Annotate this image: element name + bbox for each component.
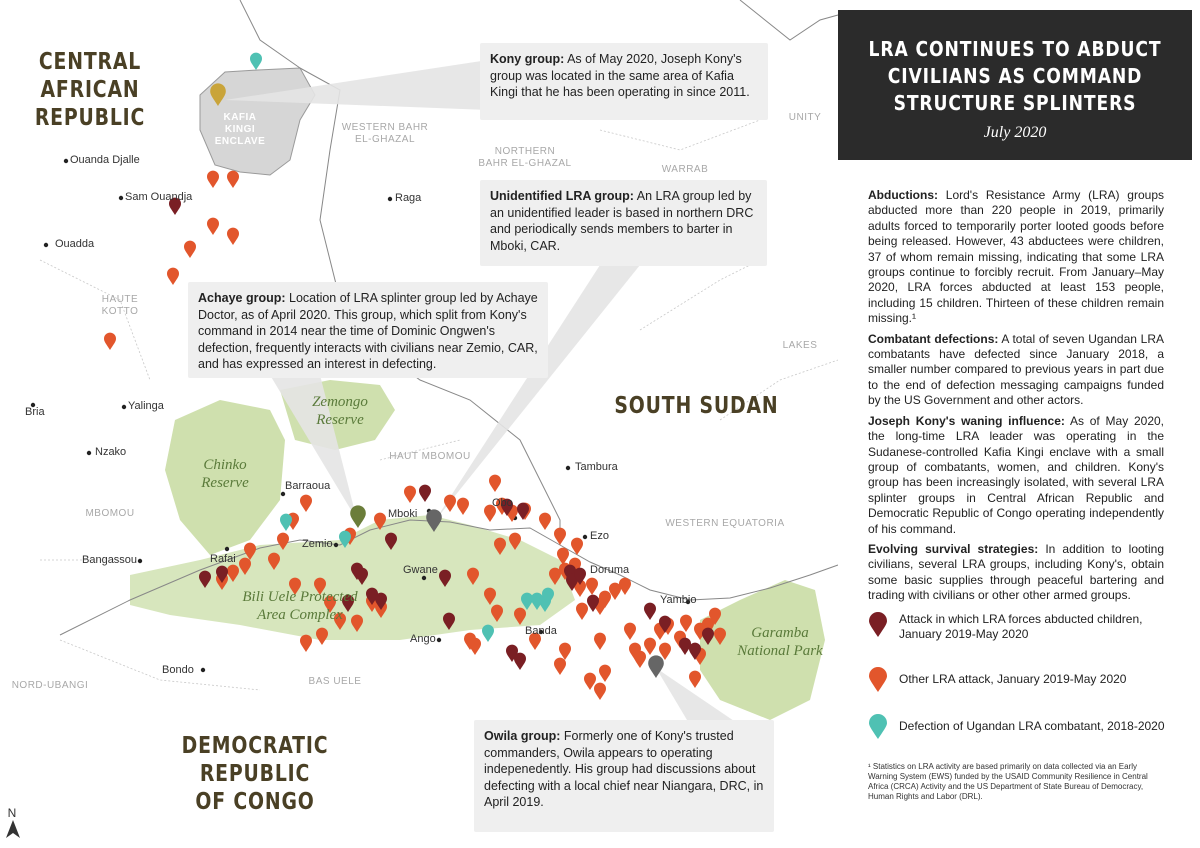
- para-kony-influence-text: As of May 2020, the long-time LRA leader was operating in the Sudanese-controlled Kafia Kingi enclave with a small group of combatants, women, and children. Kony's group has been increasingly isolated, with several LRA splinter groups in Central African Republic and Democratic Republic of Congo operating independently of his command.: [868, 413, 1164, 536]
- attack-marker: [644, 638, 656, 655]
- para-kony-influence-head: Joseph Kony's waning influence:: [868, 413, 1065, 428]
- town-nzako: Nzako: [95, 446, 127, 458]
- attack-marker: [624, 623, 636, 640]
- town-dot: [583, 535, 587, 539]
- country-label-car: CENTRAL AFRICAN REPUBLIC: [34, 49, 146, 131]
- region-warrab: WARRAB: [661, 164, 709, 175]
- town-dot: [334, 543, 338, 547]
- attack-marker: [489, 475, 501, 492]
- country-label-south-sudan: SOUTH SUDAN: [614, 393, 779, 419]
- town-doruma: Doruma: [590, 564, 630, 576]
- region-bas-uele: BAS UELE: [308, 676, 362, 687]
- para-survival-head: Evolving survival strategies:: [868, 541, 1039, 556]
- attack-marker: [554, 658, 566, 675]
- attack-marker: [184, 241, 196, 258]
- region-western-bahr: WESTERN BAHR EL-GHAZAL: [341, 122, 429, 145]
- callout-owila-group: [474, 720, 774, 832]
- town-rafai: Rafai: [210, 553, 236, 565]
- defection-marker-icon: [868, 714, 888, 740]
- north-label: N: [7, 806, 17, 820]
- town-banda: Banda: [525, 625, 557, 637]
- attack-marker: [207, 218, 219, 235]
- town-mboki: Mboki: [388, 508, 418, 520]
- town-sam-ouandja: Sam Ouandja: [125, 191, 193, 203]
- town-bria: Bria: [25, 406, 45, 418]
- town-ouadda: Ouadda: [55, 238, 95, 250]
- town-dot: [437, 638, 441, 642]
- region-kafia-kingi: KAFIA KINGI ENCLAVE: [214, 112, 266, 147]
- town-ango: Ango: [410, 633, 436, 645]
- para-defections-text: A total of seven Ugandan LRA combatants have defected since January 2018, a smaller number compared to previous years in part due to the end of defection messaging campaigns funded by the US Government and other actors.: [868, 331, 1164, 408]
- attack-marker: [539, 513, 551, 530]
- panel-date: July 2020: [983, 124, 1047, 141]
- abduction-marker-icon: [868, 612, 888, 638]
- attack-marker: [619, 578, 631, 595]
- legend-defection: [866, 714, 1176, 742]
- town-ouanda-djalle: Ouanda Djalle: [70, 154, 140, 166]
- attack-marker: [227, 171, 239, 188]
- defection-marker: [280, 514, 292, 531]
- panel-body: [868, 188, 1164, 609]
- town-ezo: Ezo: [590, 530, 609, 542]
- abduction-marker: [679, 638, 691, 655]
- park-bili-uele: Bili Uele Protected Area Complex: [242, 589, 358, 623]
- legend-attack-label: Other LRA attack, January 2019-May 2020: [899, 672, 1127, 686]
- callout-achaye-text: Location of LRA splinter group led by Achaye Doctor, as of April 2020. This group, which split from Kony's command in 2014 near the time of Dominic Ongwen's defection, frequently interacts with civilians near Zemio, CAR, and has expressed an interest in defecting.: [198, 291, 538, 371]
- town-yambio: Yambio: [660, 594, 697, 606]
- info-panel: [838, 10, 1192, 830]
- attack-marker: [104, 333, 116, 350]
- attack-marker: [207, 171, 219, 188]
- attack-marker: [586, 578, 598, 595]
- attack-marker: [316, 628, 328, 645]
- region-unity: UNITY: [788, 112, 822, 123]
- callout-kony-text: As of May 2020, Joseph Kony's group was located in the same area of Kafia Kingi that he has been operating in since 2011.: [490, 52, 750, 99]
- region-lakes: LAKES: [782, 340, 818, 351]
- north-arrow: [6, 806, 20, 841]
- callout-achaye-head: Achaye group:: [198, 291, 286, 305]
- attack-marker: [300, 495, 312, 512]
- attack-marker: [689, 671, 701, 688]
- para-abductions-text: Lord's Resistance Army (LRA) groups abducted more than 220 people in 2019, primarily adults forced to temporarily porter looted goods before being released. However, 43 abductees were children, 37 of whom remain missing, indicating that some LRA groups continue to forcibly recruit. From January–May 2020, LRA forces abducted at least 153 people, including 15 children. Thirteen of these children remain missing.¹: [868, 188, 1164, 326]
- legend-attack: [866, 667, 1176, 695]
- country-label-drc: DEMOCRATIC REPUBLIC OF CONGO: [181, 733, 329, 815]
- defection-marker: [482, 625, 494, 642]
- town-bondo: Bondo: [162, 664, 194, 676]
- attack-marker: [559, 643, 571, 660]
- region-haut-mbomou: HAUT MBOMOU: [389, 451, 471, 462]
- legend-defection-label: Defection of Ugandan LRA combatant, 2018-2020: [899, 719, 1165, 733]
- town-gwane: Gwane: [403, 564, 438, 576]
- town-dot: [87, 451, 91, 455]
- town-dot: [122, 405, 126, 409]
- attack-marker: [227, 228, 239, 245]
- region-northern-bahr: NORTHERN BAHR EL-GHAZAL: [478, 146, 572, 169]
- town-bangassou: Bangassou: [82, 554, 138, 566]
- town-raga: Raga: [395, 192, 422, 204]
- attack-marker: [634, 651, 646, 668]
- region-nord-ubangi: NORD-UBANGI: [11, 680, 89, 691]
- attack-marker: [300, 635, 312, 652]
- attack-marker: [444, 495, 456, 512]
- defection-marker: [250, 53, 262, 70]
- callout-owila-text: Formerly one of Kony's trusted commanders, Owila appears to operating indepenedently. His group had discussions about defecting with a local chief near Niangara, DRC, in April 2019.: [484, 729, 764, 809]
- legend-abduction: [866, 612, 1176, 648]
- callout-kony-group: [480, 43, 768, 120]
- attack-marker: [457, 498, 469, 515]
- abduction-marker: [517, 503, 529, 520]
- town-dot: [566, 466, 570, 470]
- achaye-group-marker: [350, 505, 366, 528]
- attack-marker: [594, 633, 606, 650]
- abduction-marker: [419, 485, 431, 502]
- region-mbomou: MBOMOU: [85, 508, 135, 519]
- town-tambura: Tambura: [575, 461, 618, 473]
- attack-marker: [576, 603, 588, 620]
- town-obo: Obo: [492, 497, 513, 509]
- town-dot: [64, 159, 68, 163]
- north-arrow-icon: [6, 820, 20, 838]
- attack-marker: [167, 268, 179, 285]
- para-survival: [868, 542, 1164, 604]
- attack-marker: [599, 665, 611, 682]
- panel-header: [838, 10, 1192, 160]
- footnote: ¹ Statistics on LRA activity are based primarily on data collected via an Early Warning System (EWS) funded by the USAID Community Resilience in Central Africa (CRCA) Activity and the US Department of State Bureau of Democracy, Human Rights and Labor (DRL).: [868, 762, 1148, 801]
- region-haute-kotto: HAUTE KOTTO: [101, 294, 139, 317]
- region-western-equatoria: WESTERN EQUATORIA: [665, 518, 785, 529]
- callout-kony-head: Kony group:: [490, 52, 565, 66]
- callout-unidentified-group: [480, 180, 767, 266]
- town-dot: [281, 492, 285, 496]
- attack-marker: [404, 486, 416, 503]
- town-dot: [44, 243, 48, 247]
- town-dot: [225, 547, 229, 551]
- para-survival-text: In addition to looting civilians, several LRA groups, including Kony's, obtain some basic supplies through peaceful bartering and trading with civilians or other other armed groups.: [868, 541, 1165, 603]
- panel-title: LRA CONTINUES TO ABDUCT CIVILIANS AS COMMAND STRUCTURE SPLINTERS: [868, 37, 1162, 115]
- town-dot: [422, 576, 426, 580]
- callout-achaye-group: [188, 282, 548, 378]
- abduction-marker: [644, 603, 656, 620]
- para-abductions-head: Abductions:: [868, 188, 938, 202]
- town-zemio: Zemio: [302, 538, 333, 550]
- attack-marker-icon: [868, 667, 888, 693]
- para-defections-head: Combatant defections:: [868, 331, 999, 346]
- callout-unidentified-text: An LRA group led by an unidentified leader is based in northern DRC and periodically sends members to barter in Mboki, CAR.: [490, 189, 754, 253]
- attack-marker: [594, 683, 606, 700]
- town-barraoua: Barraoua: [285, 480, 331, 492]
- attack-marker: [680, 615, 692, 632]
- callout-unidentified-head: Unidentified LRA group:: [490, 189, 634, 203]
- legend-abduction-label: Attack in which LRA forces abducted children, January 2019-May 2020: [899, 612, 1143, 641]
- town-dot: [201, 668, 205, 672]
- park-garamba: Garamba National Park: [737, 625, 823, 659]
- abduction-marker: [514, 653, 526, 670]
- para-abductions: [868, 188, 1164, 327]
- para-defections: [868, 332, 1164, 409]
- town-dot: [138, 559, 142, 563]
- park-zemongo: Zemongo Reserve: [312, 394, 368, 428]
- town-yalinga: Yalinga: [128, 400, 164, 412]
- para-kony-influence: [868, 414, 1164, 537]
- town-dot: [388, 197, 392, 201]
- town-dot: [119, 196, 123, 200]
- callout-owila-head: Owila group:: [484, 729, 561, 743]
- park-chinko: Chinko Reserve: [201, 457, 249, 491]
